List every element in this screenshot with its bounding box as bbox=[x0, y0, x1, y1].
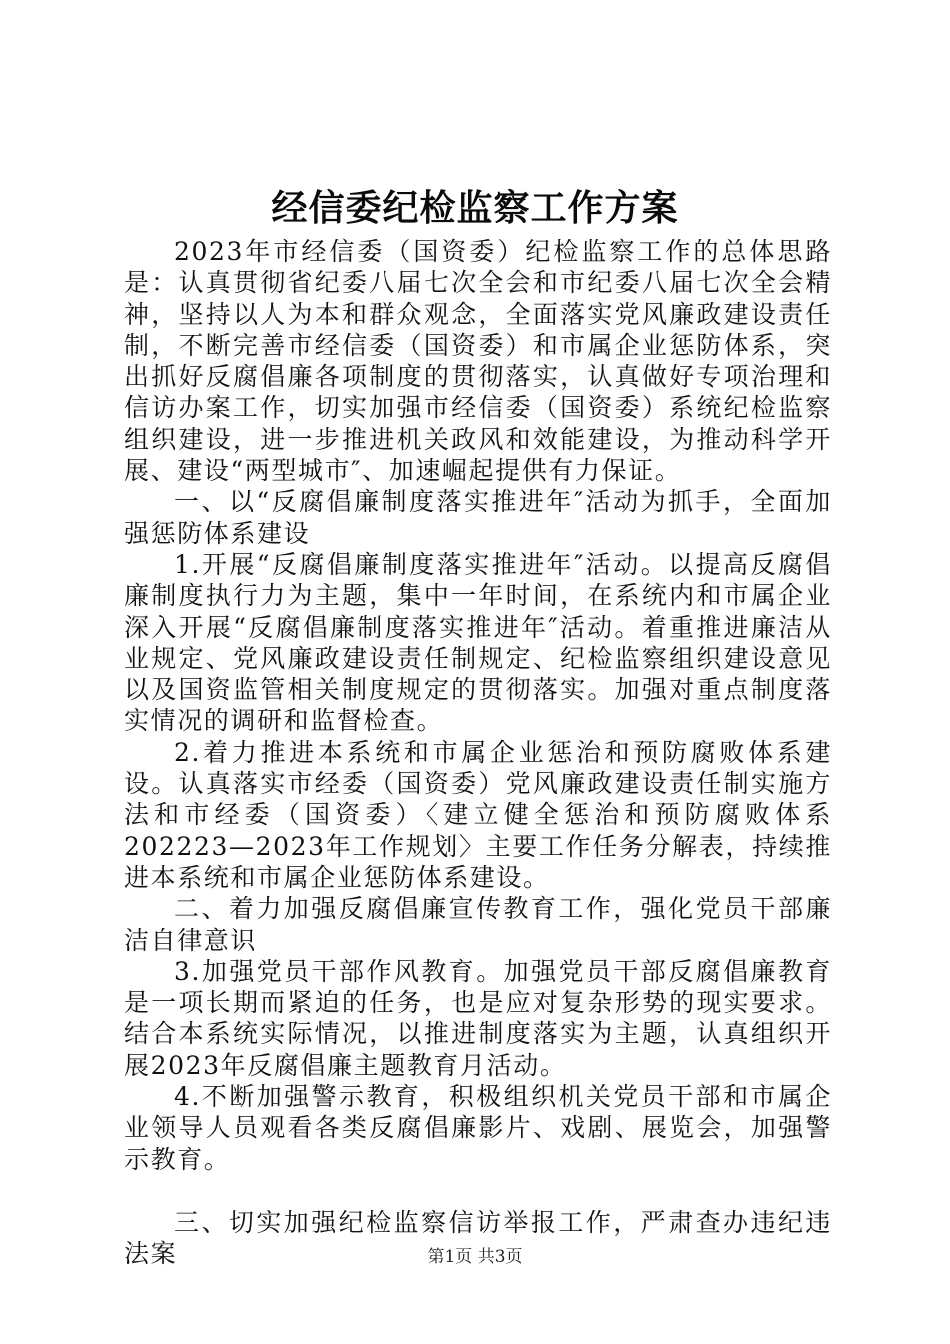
item-paragraph-2: 2.着力推进本系统和市属企业惩治和预防腐败体系建设。认真落实市经委（国资委）党风廉政建设责任制实施方法和市经委（国资委）〈建立健全惩治和预防腐败体系202223—2023年工作规划〉主要工作任务分解表，持续推进本系统和市属企业惩防体系建设。 bbox=[124, 737, 832, 892]
item-paragraph-3: 3.加强党员干部作风教育。加强党员干部反腐倡廉教育是一项长期而紧迫的任务，也是应对复杂形势的现实要求。结合本系统实际情况，以推进制度落实为主题，认真组织开展2023年反腐倡廉主题教育月活动。 bbox=[124, 956, 832, 1080]
section-heading-3: 三、切实加强纪检监察信访举报工作，严肃查办违纪违法案 bbox=[124, 1207, 832, 1269]
item-paragraph-4: 4.不断加强警示教育，积极组织机关党员干部和市属企业领导人员观看各类反腐倡廉影片、戏剧、展览会，加强警示教育。 bbox=[124, 1082, 832, 1174]
document-body bbox=[124, 236, 832, 1270]
section-heading-2: 二、着力加强反腐倡廉宣传教育工作，强化党员干部廉洁自律意识 bbox=[124, 894, 832, 955]
section-heading-1: 一、以“反腐倡廉制度落实推进年″活动为抓手，全面加强惩防体系建设 bbox=[124, 487, 832, 548]
document-title: 经信委纪检监察工作方案 bbox=[271, 187, 679, 229]
item-paragraph-1: 1.开展“反腐倡廉制度落实推进年″活动。以提高反腐倡廉制度执行力为主题，集中一年时间，在系统内和市属企业深入开展“反腐倡廉制度落实推进年″活动。着重推进廉洁从业规定、党风廉政建设责任制规定、纪检监察组织建设意见以及国资监管相关制度规定的贯彻落实。加强对重点制度落实情况的调研和监督检查。 bbox=[124, 549, 832, 736]
intro-paragraph: 2023年市经信委（国资委）纪检监察工作的总体思路是：认真贯彻省纪委八届七次全会和市纪委八届七次全会精神，坚持以人为本和群众观念，全面落实党风廉政建设责任制，不断完善市经信委（国资委）和市属企业惩防体系，突出抓好反腐倡廉各项制度的贯彻落实，认真做好专项治理和信访办案工作，切实加强市经信委（国资委）系统纪检监察组织建设，进一步推进机关政风和效能建设，为推动科学开展、建设“两型城市″、加速崛起提供有力保证。 bbox=[124, 237, 832, 486]
paragraph-spacer bbox=[124, 1175, 832, 1207]
page-footer: 第1页 共3页 bbox=[427, 1247, 523, 1267]
